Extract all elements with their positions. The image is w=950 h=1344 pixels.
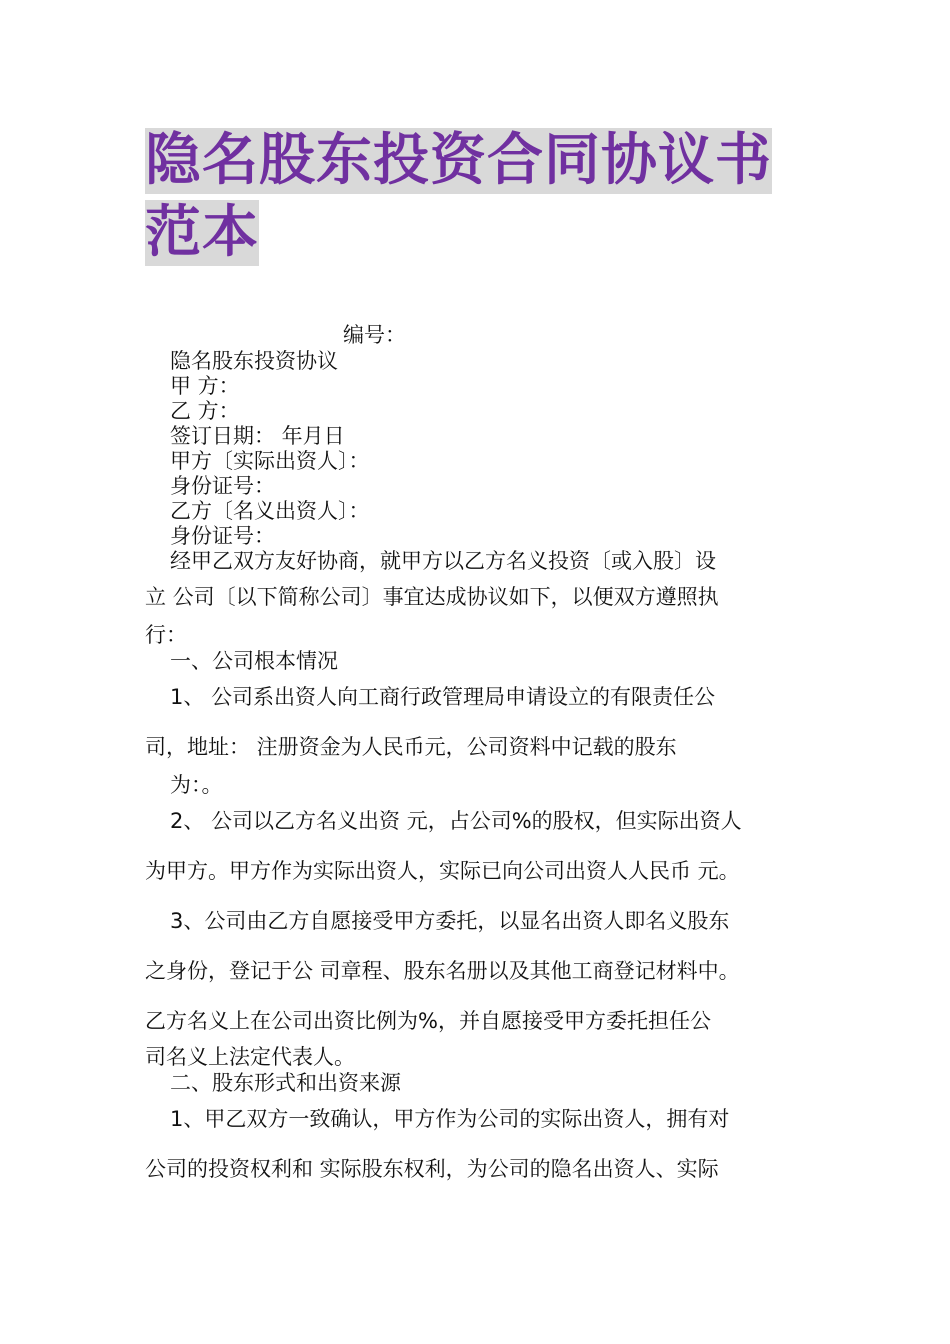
section-2-heading: 二、股东形式和出资来源	[170, 1071, 401, 1095]
section-1-heading: 一、公司根本情况	[170, 649, 338, 673]
preamble-line-2: 立 公司〔以下简称公司〕事宜达成协议如下，以便双方遵照执	[145, 585, 719, 609]
party-b-label: 乙 方：	[170, 399, 240, 423]
party-b-nominal-investor: 乙方〔名义出资人〕：	[170, 499, 370, 523]
preamble-line-1: 经甲乙双方友好协商，就甲方以乙方名义投资〔或入股〕设	[170, 549, 716, 573]
contract-number-label: 编号：	[343, 323, 406, 347]
clause-1-2-line-2: 为甲方。甲方作为实际出资人，实际已向公司出资人人民币 元。	[145, 859, 740, 883]
clause-1-3-line-4: 司名义上法定代表人。	[145, 1045, 355, 1069]
party-a-actual-investor: 甲方〔实际出资人〕：	[170, 449, 370, 473]
clause-1-3-line-1: 3、公司由乙方自愿接受甲方委托，以显名出资人即名义股东	[170, 909, 730, 933]
clause-1-1-line-3: 为：。	[170, 773, 223, 797]
preamble-line-3: 行：	[145, 623, 187, 647]
title-line-2: 范本	[145, 200, 259, 265]
clause-2-1-line-2: 公司的投资权利和 实际股东权利，为公司的隐名出资人、实际	[145, 1157, 719, 1181]
clause-1-2-line-1: 2、 公司以乙方名义出资 元，占公司%的股权，但实际出资人	[170, 809, 742, 833]
party-a-id-number: 身份证号：	[170, 474, 275, 498]
clause-1-1-line-2: 司，地址： 注册资金为人民币元，公司资料中记载的股东	[145, 735, 677, 759]
clause-1-1-line-1: 1、 公司系出资人向工商行政管理局申请设立的有限责任公	[170, 685, 716, 709]
clause-1-3-line-3: 乙方名义上在公司出资比例为%，并自愿接受甲方委托担任公	[145, 1009, 711, 1033]
party-b-id-number: 身份证号：	[170, 524, 275, 548]
clause-2-1-line-1: 1、甲乙双方一致确认，甲方作为公司的实际出资人，拥有对	[170, 1107, 730, 1131]
title-line-1: 隐名股东投资合同协议书	[145, 128, 772, 193]
agreement-name: 隐名股东投资协议	[170, 349, 338, 373]
signing-date: 签订日期： 年月日	[170, 424, 345, 448]
party-a-label: 甲 方：	[170, 374, 240, 398]
clause-1-3-line-2: 之身份，登记于公 司章程、股东名册以及其他工商登记材料中。	[145, 959, 740, 983]
